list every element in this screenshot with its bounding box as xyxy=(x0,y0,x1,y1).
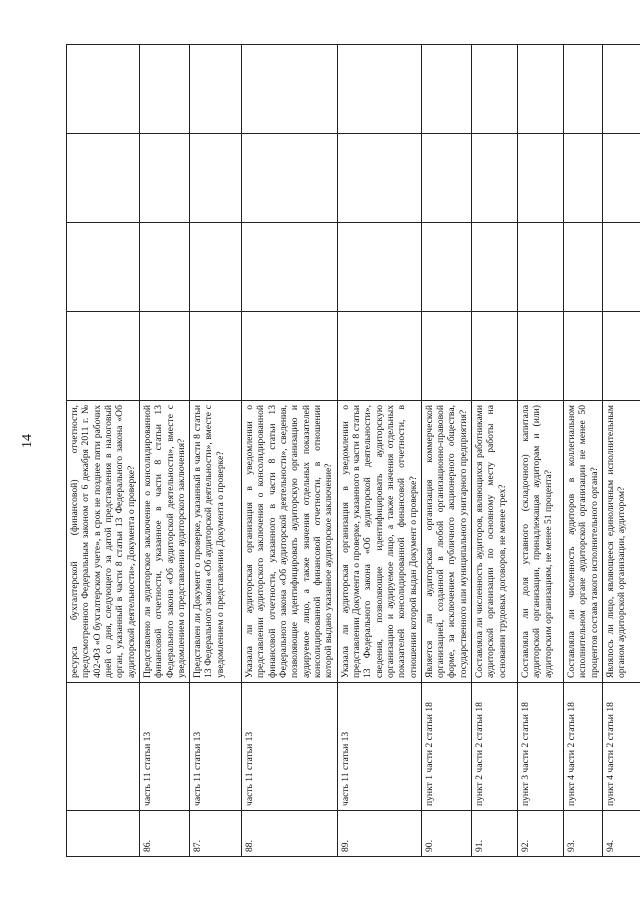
row-number: 91. xyxy=(472,811,518,857)
row-number: 94. xyxy=(603,811,640,857)
legal-reference: часть 11 статьи 13 xyxy=(242,683,338,811)
empty-cell xyxy=(190,223,242,312)
empty-cell xyxy=(472,312,518,401)
legal-reference: пункт 2 части 2 статьи 18 xyxy=(472,683,518,811)
page-number: 14 xyxy=(20,434,35,448)
empty-cell xyxy=(421,312,471,401)
question-text: ресурса бухгалтерской (финансовой) отчетности, предусмотренного Федеральным законом от 6 декабря 2011 г. № 402-ФЗ «О бухгалтерском учете», в срок не позднее пяти рабочих дней со дня, следующего за датой представления в налоговый орган, указанный в части 8 статьи 13 Федерального закона «Об аудиторской деятельности», Документа о проверке? xyxy=(67,401,140,683)
empty-cell xyxy=(472,223,518,312)
empty-cell xyxy=(421,223,471,312)
empty-cell xyxy=(603,312,640,401)
empty-cell xyxy=(337,134,421,223)
empty-cell xyxy=(190,134,242,223)
empty-cell xyxy=(564,312,603,401)
question-text: Представлено ли аудиторское заключение о консолидированной финансовой отчетности, указанное в части 8 статьи 13 Федерального закона «Об аудиторской деятельности», вместе с уведомлением о представлении аудиторского заключения? xyxy=(139,401,189,683)
table-row xyxy=(190,45,242,857)
empty-cell xyxy=(603,223,640,312)
empty-cell xyxy=(242,223,338,312)
question-text: Указала ли аудиторская организация в уведомлении о представлении Документа о проверке, указанного в части 8 статьи 13 Федерального закона «Об аудиторской деятельности», сведения, позволяющие идентифицировать аудиторскую организацию и аудируемое лицо, а также значения отдельных показателей консолидированной финансовой отчетности, в отношении которой выдан Документ о проверке? xyxy=(337,401,421,683)
row-number: 92. xyxy=(518,811,564,857)
table-row xyxy=(603,45,640,857)
empty-cell xyxy=(67,45,140,134)
empty-cell xyxy=(242,45,338,134)
empty-cell xyxy=(421,134,471,223)
table-row xyxy=(67,45,140,857)
row-number: 90. xyxy=(421,811,471,857)
legal-reference: пункт 4 части 2 статьи 18 xyxy=(564,683,603,811)
question-text: Составляла ли доля уставного (складочного) капитала аудиторской организации, принадлежащая аудиторам и (или) аудиторским организациям, не менее 51 процента? xyxy=(518,401,564,683)
legal-reference: пункт 3 части 2 статьи 18 xyxy=(518,683,564,811)
checklist-table xyxy=(66,44,640,857)
row-number: 86. xyxy=(139,811,189,857)
table-row xyxy=(472,45,518,857)
empty-cell xyxy=(139,45,189,134)
empty-cell xyxy=(67,134,140,223)
question-text: Составляла ли численность аудиторов в коллегиальном исполнительном органе аудиторской организации не менее 50 процентов состава такого исполнительного органа? xyxy=(564,401,603,683)
row-number: 87. xyxy=(190,811,242,857)
empty-cell xyxy=(337,312,421,401)
row-number xyxy=(67,811,140,857)
checklist-table-rotated xyxy=(66,45,628,857)
empty-cell xyxy=(242,134,338,223)
empty-cell xyxy=(564,45,603,134)
row-number: 88. xyxy=(242,811,338,857)
table-row xyxy=(337,45,421,857)
empty-cell xyxy=(518,134,564,223)
table-row xyxy=(421,45,471,857)
empty-cell xyxy=(518,223,564,312)
legal-reference: пункт 4 части 2 статьи 18 xyxy=(603,683,640,811)
empty-cell xyxy=(139,134,189,223)
legal-reference: часть 11 статьи 13 xyxy=(139,683,189,811)
question-text: Указала ли аудиторская организация в уведомлении о представлении аудиторского заключения о консолидированной финансовой отчетности, указанного в части 8 статьи 13 Федерального закона «Об аудиторской деятельности», сведения, позволяющие идентифицировать аудиторскую организацию и аудируемое лицо, а также значения отдельных показателей консолидированной финансовой отчетности, в отношении которой выдано указанное аудиторское заключение? xyxy=(242,401,338,683)
empty-cell xyxy=(67,312,140,401)
empty-cell xyxy=(603,134,640,223)
table-row xyxy=(139,45,189,857)
empty-cell xyxy=(564,134,603,223)
empty-cell xyxy=(518,45,564,134)
empty-cell xyxy=(472,45,518,134)
empty-cell xyxy=(337,45,421,134)
legal-reference: пункт 1 части 2 статьи 18 xyxy=(421,683,471,811)
empty-cell xyxy=(139,223,189,312)
empty-cell xyxy=(603,45,640,134)
empty-cell xyxy=(190,312,242,401)
table-row xyxy=(564,45,603,857)
table-row xyxy=(518,45,564,857)
empty-cell xyxy=(242,312,338,401)
row-number: 89. xyxy=(337,811,421,857)
empty-cell xyxy=(67,223,140,312)
question-text: Являлось ли лицо, являющееся единоличным исполнительным органом аудиторской организации, аудитором? xyxy=(603,401,640,683)
legal-reference: часть 11 статьи 13 xyxy=(190,683,242,811)
empty-cell xyxy=(472,134,518,223)
empty-cell xyxy=(564,223,603,312)
legal-reference: часть 11 статьи 13 xyxy=(337,683,421,811)
empty-cell xyxy=(421,45,471,134)
empty-cell xyxy=(139,312,189,401)
empty-cell xyxy=(190,45,242,134)
question-text: Является ли аудиторская организация коммерческой организацией, созданной в любой организационно-правовой форме, за исключением публичного акционерного общества, государственного или муниципального унитарного предприятия? xyxy=(421,401,471,683)
empty-cell xyxy=(337,223,421,312)
empty-cell xyxy=(518,312,564,401)
question-text: Составляла ли численность аудиторов, являющихся работниками аудиторской организации по основному месту работы на основании трудовых договоров, не менее трех? xyxy=(472,401,518,683)
table-row xyxy=(242,45,338,857)
question-text: Представлен ли Документ о проверке, указанный в части 8 статьи 13 Федерального закона «Об аудиторской деятельности», вместе с уведомлением о представлении Документа о проверке? xyxy=(190,401,242,683)
legal-reference xyxy=(67,683,140,811)
row-number: 93. xyxy=(564,811,603,857)
